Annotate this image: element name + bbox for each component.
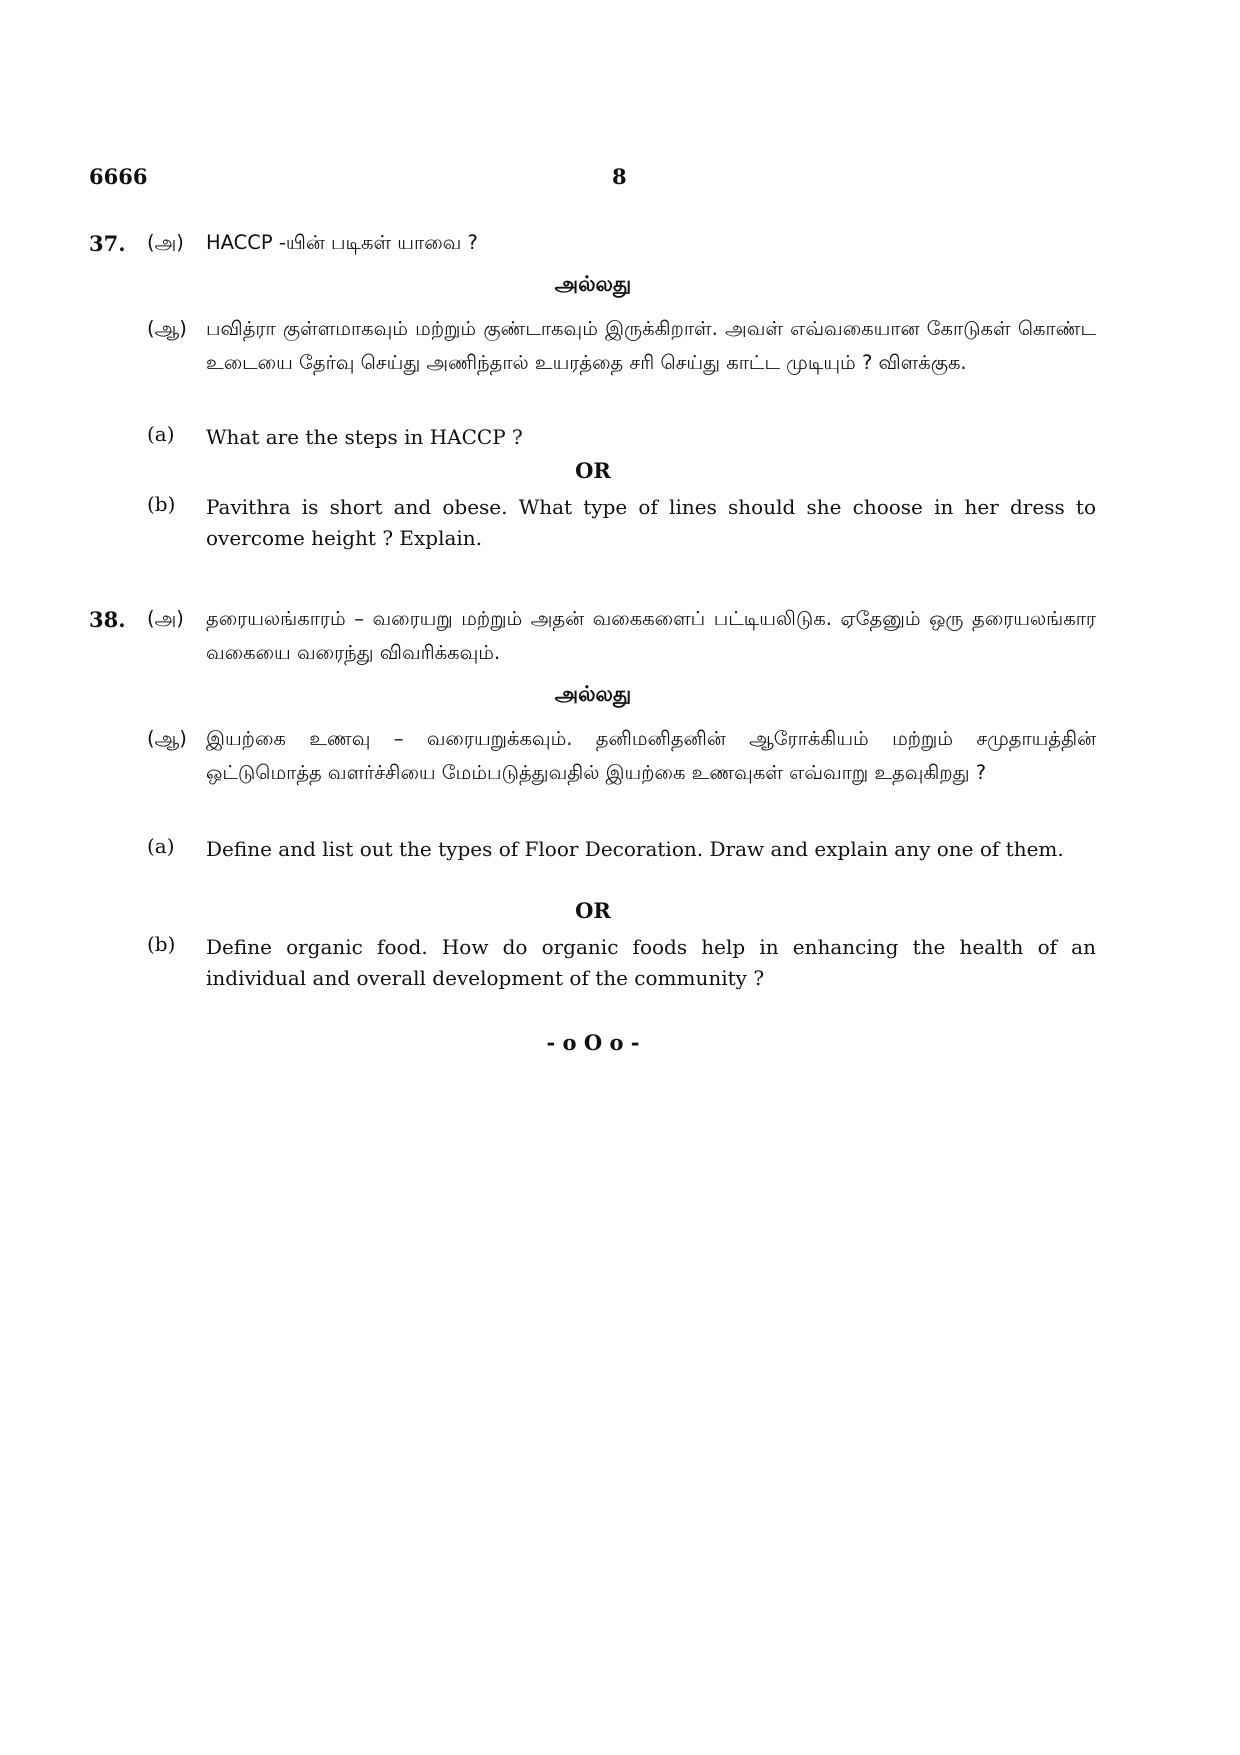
question-text-ta-a: HACCP -யின் படிகள் யாவை ? — [206, 231, 478, 254]
question-text-ta-a: தரையலங்காரம் – வரையறு மற்றும் அதன் வகைகளைப் பட்டியலிடுக. ஏதேனும் ஒரு தரையலங்கார வகையை வரைந்து விவரிக்கவும். — [206, 607, 1096, 664]
page-number: 8 — [612, 164, 627, 189]
option-mark-en-b: (b) — [147, 932, 176, 956]
option-mark-ta-b: (ஆ) — [147, 727, 187, 750]
option-mark-en-a: (a) — [147, 834, 175, 858]
question-text-ta-b: பவித்ரா குள்ளமாகவும் மற்றும் குண்டாகவும் இருக்கிறாள். அவள் எவ்வகையான கோடுகள் கொண்ட உடையை தேர்வு செய்து அணிந்தால் உயரத்தை சரி செய்து காட்ட முடியும் ? விளக்குக. — [206, 317, 1096, 374]
paper-code: 6666 — [89, 164, 148, 189]
question-text-en-a: What are the steps in HACCP ? — [206, 425, 523, 449]
or-separator-en: OR — [575, 458, 611, 483]
question-number: 38. — [89, 607, 126, 632]
question-text-en-b: Define organic food. How do organic foods help in enhancing the health of an individual and overall development of the community ? — [206, 935, 1096, 990]
or-separator-ta: அல்லது — [554, 272, 632, 296]
or-separator-en: OR — [575, 898, 611, 923]
or-separator-ta: அல்லது — [554, 682, 632, 706]
option-mark-ta-b: (ஆ) — [147, 317, 187, 340]
question-text-ta-b: இயற்கை உணவு – வரையறுக்கவும். தனிமனிதனின் ஆரோக்கியம் மற்றும் சமுதாயத்தின் ஒட்டுமொத்த வளர்ச்சியை மேம்படுத்துவதில் இயற்கை உணவுகள் எவ்வாறு உதவுகிறது ? — [206, 727, 1096, 784]
question-text-en-a: Define and list out the types of Floor Decoration. Draw and explain any one of them. — [206, 837, 1064, 861]
option-mark-en-a: (a) — [147, 422, 175, 446]
option-mark-en-b: (b) — [147, 492, 176, 516]
question-number: 37. — [89, 231, 126, 256]
option-mark-ta-a: (அ) — [147, 231, 184, 254]
end-of-paper-mark: - o O o - — [546, 1030, 640, 1055]
option-mark-ta-a: (அ) — [147, 607, 184, 630]
question-text-en-b: Pavithra is short and obese. What type of lines should she choose in her dress to overcome height ? Explain. — [206, 495, 1096, 550]
